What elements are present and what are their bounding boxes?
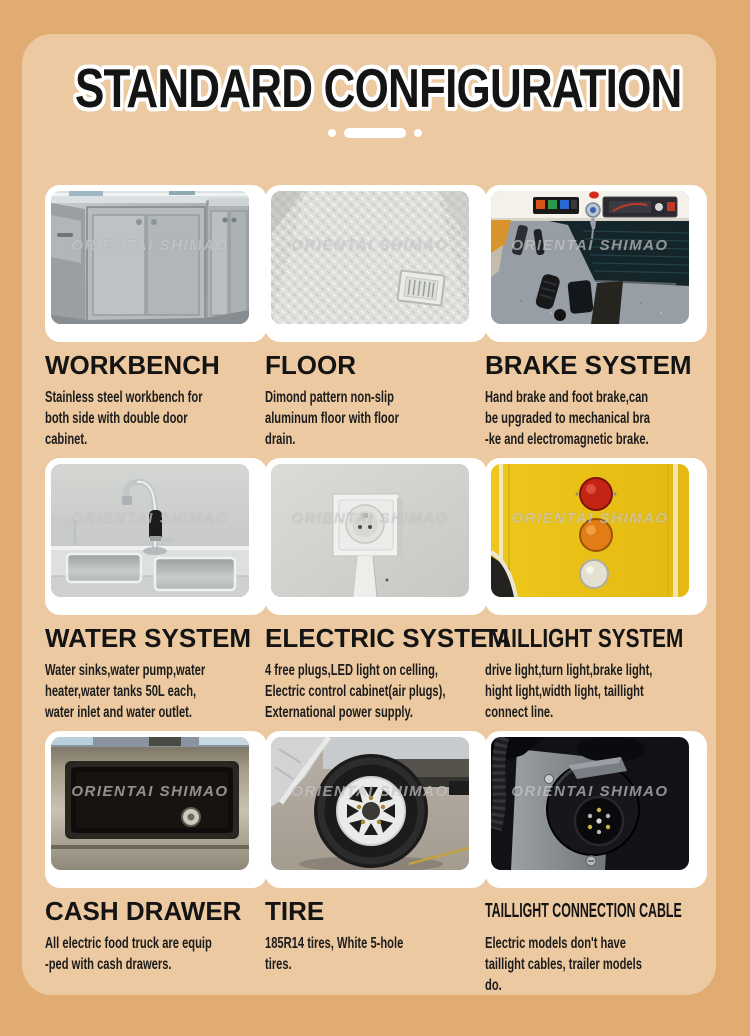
desc-line: drain. bbox=[265, 431, 296, 448]
desc-line: water inlet and water outlet. bbox=[45, 704, 192, 721]
desc-line: drive light,turn light,brake light, bbox=[485, 662, 653, 679]
feature-card-tire bbox=[265, 731, 480, 975]
card-description bbox=[265, 660, 481, 723]
tire-illustration bbox=[271, 737, 469, 870]
cash-drawer-photo bbox=[45, 731, 267, 888]
desc-line: connect line. bbox=[485, 704, 554, 721]
brand-watermark: ORIENTAI SHIMAO bbox=[291, 510, 449, 527]
page-title: STANDARD CONFIGURATION bbox=[75, 57, 682, 119]
card-description bbox=[265, 387, 481, 450]
taillight-system-illustration bbox=[491, 464, 689, 597]
card-description bbox=[485, 660, 701, 723]
desc-line: Hand brake and foot brake,can bbox=[485, 389, 649, 406]
desc-line: 185R14 tires, White 5-hole bbox=[265, 935, 404, 952]
cash-drawer-illustration bbox=[51, 737, 249, 870]
desc-line: aluminum floor with floor bbox=[265, 410, 399, 427]
floor-photo bbox=[265, 185, 487, 342]
electric-system-illustration bbox=[271, 464, 469, 597]
taillight-cable-photo bbox=[485, 731, 707, 888]
card-title: TIRE bbox=[265, 896, 325, 926]
brand-watermark: ORIENTAI SHIMAO bbox=[511, 510, 669, 527]
taillight-cable-illustration bbox=[491, 737, 689, 870]
electric-system-photo bbox=[265, 458, 487, 615]
card-description bbox=[485, 387, 701, 450]
divider-dot-left bbox=[328, 129, 336, 137]
desc-line: Externational power supply. bbox=[265, 704, 414, 721]
desc-line: 4 free plugs,LED light on celling, bbox=[265, 662, 439, 679]
workbench-photo bbox=[45, 185, 267, 342]
desc-line: heater,water tanks 50L each, bbox=[45, 683, 197, 700]
brand-watermark: ORIENTAI SHIMAO bbox=[71, 783, 229, 800]
feature-card-taillight-system bbox=[485, 458, 700, 723]
card-title: WORKBENCH bbox=[45, 350, 220, 380]
floor-illustration bbox=[271, 191, 469, 324]
feature-card-brake-system bbox=[485, 185, 700, 450]
desc-line: All electric food truck are equip bbox=[45, 935, 212, 952]
card-description bbox=[45, 933, 261, 975]
desc-line: both side with double door bbox=[45, 410, 188, 427]
desc-line: Water sinks,water pump,water bbox=[45, 662, 206, 679]
desc-line: taillight cables, trailer models bbox=[485, 956, 642, 973]
brand-watermark: ORIENTAI SHIMAO bbox=[291, 783, 449, 800]
feature-card-electric-system bbox=[265, 458, 510, 723]
brand-watermark: ORIENTAI SHIMAO bbox=[71, 510, 229, 527]
water-system-photo bbox=[45, 458, 267, 615]
desc-line: Dimond pattern non-slip bbox=[265, 389, 394, 406]
card-title: WATER SYSTEM bbox=[45, 623, 252, 653]
feature-card-floor bbox=[265, 185, 480, 450]
feature-card-taillight-cable bbox=[485, 731, 700, 996]
brand-watermark: ORIENTAI SHIMAO bbox=[291, 237, 449, 254]
desc-line: tires. bbox=[265, 956, 292, 973]
desc-line: cabinet. bbox=[45, 431, 88, 448]
feature-card-workbench bbox=[45, 185, 260, 450]
card-title: TAILLIGHT CONNECTION CABLE bbox=[485, 900, 682, 922]
divider-dot-right bbox=[414, 129, 422, 137]
water-system-illustration bbox=[51, 464, 249, 597]
card-title: TAILLIGHT SYSTEM bbox=[485, 623, 684, 653]
card-description bbox=[45, 660, 261, 723]
feature-card-water-system bbox=[45, 458, 260, 723]
brake-system-illustration bbox=[491, 191, 689, 324]
title-divider bbox=[0, 128, 750, 138]
desc-line: hight light,width light, taillight bbox=[485, 683, 644, 700]
card-description bbox=[265, 933, 481, 975]
feature-card-cash-drawer bbox=[45, 731, 260, 975]
desc-line: -ped with cash drawers. bbox=[45, 956, 172, 973]
tire-photo bbox=[265, 731, 487, 888]
brake-system-photo bbox=[485, 185, 707, 342]
card-title: CASH DRAWER bbox=[45, 896, 242, 926]
desc-line: Electric control cabinet(air plugs), bbox=[265, 683, 446, 700]
desc-line: do. bbox=[485, 977, 502, 994]
desc-line: Stainless steel workbench for bbox=[45, 389, 203, 406]
brand-watermark: ORIENTAI SHIMAO bbox=[511, 783, 669, 800]
card-title: FLOOR bbox=[265, 350, 356, 380]
card-description bbox=[45, 387, 261, 450]
card-title: BRAKE SYSTEM bbox=[485, 350, 692, 380]
desc-line: -ke and electromagnetic brake. bbox=[485, 431, 649, 448]
brand-watermark: ORIENTAI SHIMAO bbox=[511, 237, 669, 254]
card-description bbox=[485, 933, 701, 996]
workbench-illustration bbox=[51, 191, 249, 324]
taillight-system-photo bbox=[485, 458, 707, 615]
desc-line: Electric models don't have bbox=[485, 935, 626, 952]
divider-bar bbox=[344, 128, 406, 138]
brand-watermark: ORIENTAI SHIMAO bbox=[71, 237, 229, 254]
desc-line: be upgraded to mechanical bra bbox=[485, 410, 650, 427]
card-title: ELECTRIC SYSTEM bbox=[265, 623, 510, 653]
